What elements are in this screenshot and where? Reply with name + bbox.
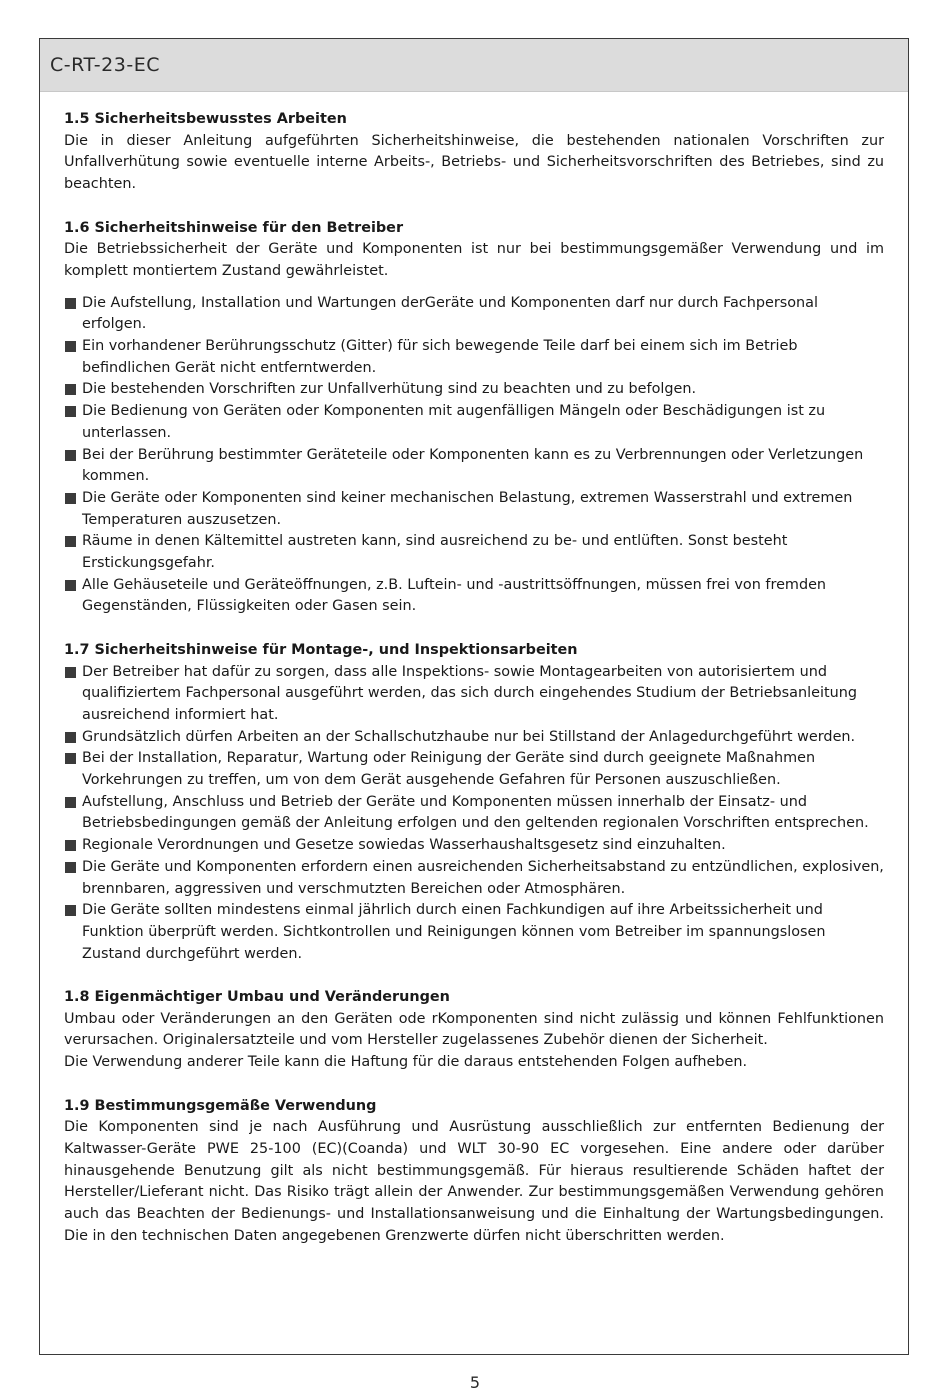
square-bullet-icon: [65, 341, 76, 352]
section-1-5: [64, 109, 884, 196]
list-item: [64, 835, 884, 857]
square-bullet-icon: [65, 580, 76, 591]
square-bullet-icon: [65, 797, 76, 808]
list-item: [64, 727, 884, 749]
square-bullet-icon: [65, 450, 76, 461]
section-heading: 1.9 Bestimmungsgemäße Verwendung: [64, 1097, 377, 1114]
square-bullet-icon: [65, 406, 76, 417]
square-bullet-icon: [65, 732, 76, 743]
list-item-text: Räume in denen Kältemittel austreten kann, sind ausreichend zu be- und entlüften. Sonst besteht Erstickungsgefahr.: [82, 533, 788, 572]
section-heading: 1.7 Sicherheitshinweise für Montage-, und Inspektionsarbeiten: [64, 641, 578, 658]
bullet-list: [64, 662, 884, 966]
document-code: C-RT-23-EC: [50, 54, 160, 76]
list-item: [64, 748, 884, 791]
page-number: 5: [469, 1373, 481, 1392]
list-item-text: Bei der Berührung bestimmter Geräteteile oder Komponenten kann es zu Verbrennungen oder Verletzungen kommen.: [82, 446, 864, 485]
list-item-text: Bei der Installation, Reparatur, Wartung oder Reinigung der Geräte sind durch geeignete Maßnahmen Vorkehrungen zu treffen, um von dem Gerät ausgehende Gefahren für Personen auszuschließen.: [82, 750, 816, 789]
square-bullet-icon: [65, 862, 76, 873]
list-item-text: Der Betreiber hat dafür zu sorgen, dass alle Inspektions- sowie Montagearbeiten von autorisiertem und qualifiziertem Fachpersonal ausgeführt werden, das sich durch eingehendes Studium der Betriebsanleitung ausreichend informiert hat.: [82, 663, 857, 723]
list-item: [64, 900, 884, 965]
list-item-text: Die bestehenden Vorschriften zur Unfallverhütung sind zu beachten und zu befolgen.: [82, 381, 697, 398]
section-1-6: [64, 218, 884, 619]
square-bullet-icon: [65, 840, 76, 851]
list-item: [64, 575, 884, 618]
list-item: [64, 293, 884, 336]
list-item-text: Die Bedienung von Geräten oder Komponenten mit augenfälligen Mängeln oder Beschädigungen ist zu unterlassen.: [82, 403, 826, 441]
list-item-text: Die Aufstellung, Installation und Wartungen derGeräte und Komponenten darf nur durch Fachpersonal erfolgen.: [82, 294, 818, 333]
section-paragraph: Die Betriebssicherheit der Geräte und Komponenten ist nur bei bestimmungsgemäßer Verwendung und im komplett montiertem Zustand gewährleistet.: [64, 241, 884, 279]
list-item: [64, 445, 884, 488]
section-1-8: [64, 987, 884, 1074]
square-bullet-icon: [65, 384, 76, 395]
list-item: [64, 857, 884, 900]
square-bullet-icon: [65, 667, 76, 678]
section-paragraph: Umbau oder Veränderungen an den Geräten ode rKomponenten sind nicht zulässig und können Fehlfunktionen verursachen. Originalersatzteile und vom Hersteller zugelassenes Zubehör dienen der Sicherheit.: [64, 1010, 884, 1049]
section-1-9: [64, 1096, 884, 1248]
list-item: [64, 662, 884, 727]
list-item: [64, 401, 884, 444]
section-heading: 1.6 Sicherheitshinweise für den Betreiber: [64, 219, 404, 236]
section-paragraph: Die in dieser Anleitung aufgeführten Sicherheitshinweise, die bestehenden nationalen Vorschriften zur Unfallverhütung sowie eventuelle interne Arbeits-, Betriebs- und Sicherheitsvorschriften des Betriebes, sind zu beachten.: [64, 132, 884, 193]
square-bullet-icon: [65, 753, 76, 764]
list-item-text: Grundsätzlich dürfen Arbeiten an der Schallschutzhaube nur bei Stillstand der Anlagedurchgeführt werden.: [82, 728, 856, 745]
section-heading: 1.5 Sicherheitsbewusstes Arbeiten: [64, 111, 347, 127]
section-paragraph: Die Verwendung anderer Teile kann die Haftung für die daraus entstehenden Folgen aufheben.: [64, 1054, 748, 1071]
square-bullet-icon: [65, 536, 76, 547]
list-item-text: Die Geräte und Komponenten erfordern einen ausreichenden Sicherheitsabstand zu entzündlichen, explosiven, brennbaren, aggressiven und verschmutzten Bereichen oder Atmosphären.: [82, 858, 884, 897]
section-1-7: [64, 640, 884, 966]
square-bullet-icon: [65, 905, 76, 916]
section-heading: 1.8 Eigenmächtiger Umbau und Veränderungen: [64, 989, 450, 1006]
list-item-text: Die Geräte oder Komponenten sind keiner mechanischen Belastung, extremen Wasserstrahl und extremen Temperaturen auszusetzen.: [82, 489, 853, 528]
bullet-list: [64, 293, 884, 619]
list-item: [64, 792, 884, 835]
square-bullet-icon: [65, 493, 76, 504]
page-frame: [39, 38, 909, 1355]
list-item: [64, 336, 884, 379]
list-item: [64, 488, 884, 531]
list-item-text: Regionale Verordnungen und Gesetze sowiedas Wasserhaushaltsgesetz sind einzuhalten.: [82, 837, 726, 854]
list-item-text: Aufstellung, Anschluss und Betrieb der Geräte und Komponenten müssen innerhalb der Einsatz- und Betriebsbedingungen gemäß der Anleitung erfolgen und den geltenden regionalen Vorschriften entsprechen.: [82, 793, 869, 832]
list-item: [64, 379, 884, 401]
list-item: [64, 531, 884, 574]
list-item-text: Die Geräte sollten mindestens einmal jährlich durch einen Fachkundigen auf ihre Arbeitssicherheit und Funktion überprüft werden. Sichtkontrollen und Reinigungen können vom Betreiber im spannungslosen Zustand durchgeführt werden.: [82, 902, 826, 962]
list-item-text: Alle Gehäuseteile und Geräteöffnungen, z.B. Luftein- und -austrittsöffnungen, müssen frei von fremden Gegenständen, Flüssigkeiten oder Gasen sein.: [82, 576, 827, 615]
list-item-text: Ein vorhandener Berührungsschutz (Gitter) für sich bewegende Teile darf bei einem sich im Betrieb befindlichen Gerät nicht entferntwerden.: [82, 338, 798, 376]
document-header: [40, 39, 908, 92]
document-body: [40, 92, 908, 1248]
square-bullet-icon: [65, 298, 76, 309]
section-paragraph: Die Komponenten sind je nach Ausführung und Ausrüstung ausschließlich zur entfernten Bedienung der Kaltwasser-Geräte PWE 25-100 (EC)(Coanda) und WLT 30-90 EC vorgesehen. Eine andere oder darüber hinausgehende Benutzung gilt als nicht bestimmungsgemäß. Für hieraus resultierende Schäden haftet der Hersteller/Lieferant nicht. Das Risiko trägt allein der Anwender. Zur bestimmungsgemäßen Verwendung gehören auch das Beachten der Bedienungs- und Installationsanweisung und die Einhaltung der Wartungsbedingungen. Die in den technischen Daten angegebenen Grenzwerte dürfen nicht überschritten werden.: [64, 1119, 884, 1244]
